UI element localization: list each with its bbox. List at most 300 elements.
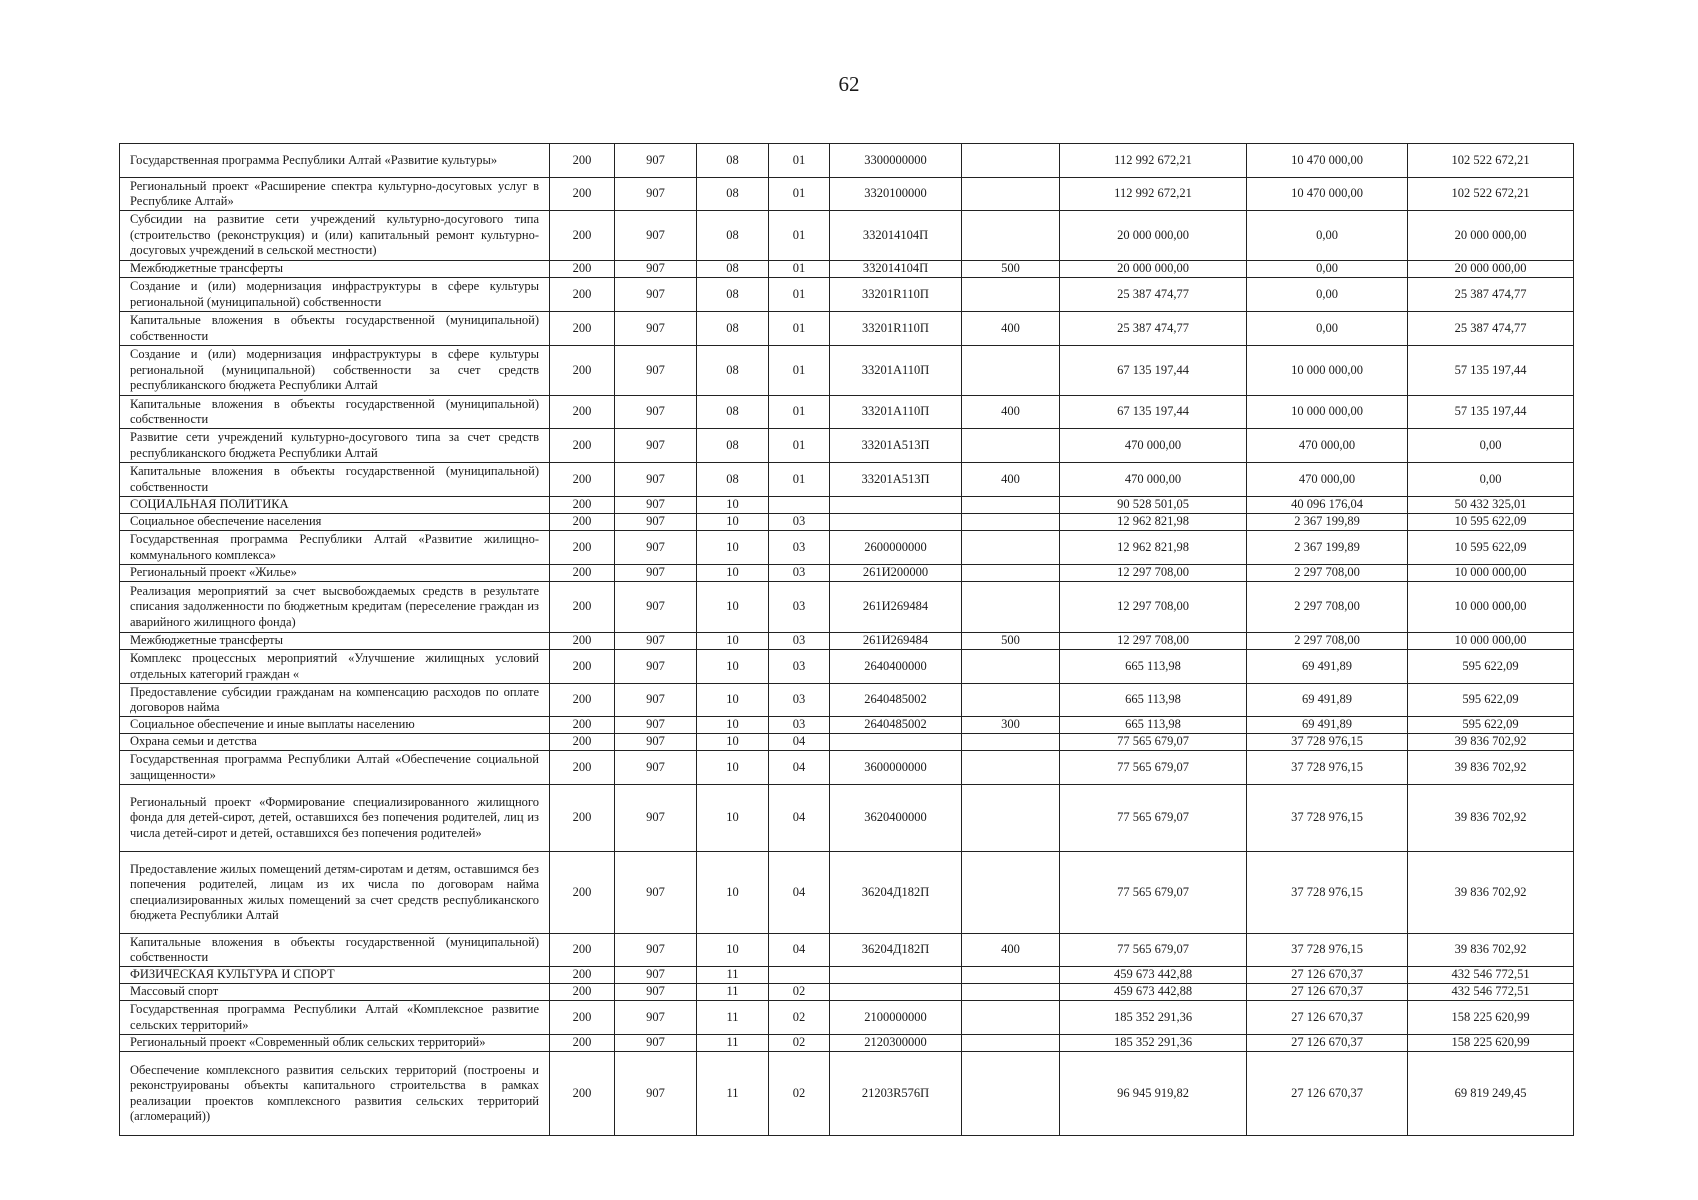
table-row <box>120 565 1574 582</box>
row-subsection: 04 <box>769 785 830 852</box>
row-amount-regional: 595 622,09 <box>1408 684 1574 717</box>
row-name: Региональный проект «Расширение спектра культурно-досуговых услуг в Республике Алтай» <box>120 178 550 211</box>
row-name: Региональный проект «Формирование специализированного жилищного фонда для детей-сирот, детей, оставшихся без попечения родителей, лиц из числа детей-сирот и детей, оставшихся без попечения родителей» <box>120 785 550 852</box>
row-amount-federal: 2 297 708,00 <box>1247 582 1408 633</box>
row-code-1: 200 <box>550 211 615 261</box>
row-amount-federal: 2 367 199,89 <box>1247 514 1408 531</box>
row-amount-regional: 432 546 772,51 <box>1408 984 1574 1001</box>
row-section: 08 <box>697 396 769 429</box>
row-target-article: 3600000000 <box>830 751 962 785</box>
row-subsection: 01 <box>769 346 830 396</box>
row-expense-type <box>962 984 1060 1001</box>
row-amount-regional: 10 595 622,09 <box>1408 531 1574 565</box>
row-target-article: 33201A513П <box>830 429 962 463</box>
row-code-2: 907 <box>615 1001 697 1035</box>
row-expense-type <box>962 531 1060 565</box>
table-row <box>120 396 1574 429</box>
row-section: 10 <box>697 531 769 565</box>
row-code-1: 200 <box>550 934 615 967</box>
table-row <box>120 497 1574 514</box>
row-amount-regional: 158 225 620,99 <box>1408 1035 1574 1052</box>
row-name: Государственная программа Республики Алтай «Развитие культуры» <box>120 144 550 178</box>
row-section: 11 <box>697 1001 769 1035</box>
row-target-article: 2640485002 <box>830 717 962 734</box>
row-subsection: 01 <box>769 178 830 211</box>
row-expense-type <box>962 178 1060 211</box>
row-amount-federal: 37 728 976,15 <box>1247 785 1408 852</box>
row-code-1: 200 <box>550 178 615 211</box>
row-name: Капитальные вложения в объекты государственной (муниципальной) собственности <box>120 396 550 429</box>
row-expense-type: 500 <box>962 261 1060 278</box>
row-section: 08 <box>697 346 769 396</box>
row-code-1: 200 <box>550 785 615 852</box>
row-code-1: 200 <box>550 734 615 751</box>
row-code-1: 200 <box>550 144 615 178</box>
row-name: ФИЗИЧЕСКАЯ КУЛЬТУРА И СПОРТ <box>120 967 550 984</box>
row-section: 10 <box>697 717 769 734</box>
row-amount-regional: 10 000 000,00 <box>1408 565 1574 582</box>
row-code-1: 200 <box>550 1052 615 1136</box>
row-amount-total: 665 113,98 <box>1060 684 1247 717</box>
row-amount-regional: 0,00 <box>1408 463 1574 497</box>
row-expense-type: 400 <box>962 396 1060 429</box>
row-amount-total: 96 945 919,82 <box>1060 1052 1247 1136</box>
page-number: 62 <box>838 72 860 96</box>
row-amount-total: 25 387 474,77 <box>1060 278 1247 312</box>
row-code-2: 907 <box>615 312 697 346</box>
row-name: Массовый спорт <box>120 984 550 1001</box>
row-name: Охрана семьи и детства <box>120 734 550 751</box>
row-code-2: 907 <box>615 463 697 497</box>
row-code-2: 907 <box>615 514 697 531</box>
row-target-article: 2640400000 <box>830 650 962 684</box>
row-subsection: 01 <box>769 261 830 278</box>
row-amount-regional: 57 135 197,44 <box>1408 346 1574 396</box>
row-code-1: 200 <box>550 582 615 633</box>
row-section: 11 <box>697 1052 769 1136</box>
row-subsection: 02 <box>769 1052 830 1136</box>
table-row <box>120 852 1574 934</box>
row-code-2: 907 <box>615 633 697 650</box>
table-row <box>120 1052 1574 1136</box>
row-code-1: 200 <box>550 463 615 497</box>
table-row <box>120 934 1574 967</box>
table-row <box>120 751 1574 785</box>
row-name: Предоставление субсидии гражданам на компенсацию расходов по оплате договоров найма <box>120 684 550 717</box>
row-section: 10 <box>697 650 769 684</box>
table-row <box>120 261 1574 278</box>
row-subsection <box>769 967 830 984</box>
row-amount-total: 12 962 821,98 <box>1060 531 1247 565</box>
row-amount-regional: 158 225 620,99 <box>1408 1001 1574 1035</box>
row-subsection: 03 <box>769 565 830 582</box>
table-row <box>120 463 1574 497</box>
row-section: 10 <box>697 514 769 531</box>
row-subsection: 01 <box>769 429 830 463</box>
row-target-article: 2640485002 <box>830 684 962 717</box>
row-code-2: 907 <box>615 967 697 984</box>
row-expense-type: 500 <box>962 633 1060 650</box>
row-code-2: 907 <box>615 984 697 1001</box>
row-target-article: 2600000000 <box>830 531 962 565</box>
row-amount-total: 12 297 708,00 <box>1060 565 1247 582</box>
row-amount-federal: 37 728 976,15 <box>1247 734 1408 751</box>
row-amount-total: 470 000,00 <box>1060 429 1247 463</box>
row-code-2: 907 <box>615 211 697 261</box>
row-amount-regional: 57 135 197,44 <box>1408 396 1574 429</box>
row-expense-type <box>962 734 1060 751</box>
row-section: 08 <box>697 312 769 346</box>
row-expense-type <box>962 1035 1060 1052</box>
row-expense-type <box>962 650 1060 684</box>
row-amount-total: 665 113,98 <box>1060 717 1247 734</box>
row-code-1: 200 <box>550 346 615 396</box>
row-expense-type <box>962 751 1060 785</box>
row-target-article: 33201R110П <box>830 278 962 312</box>
row-code-1: 200 <box>550 984 615 1001</box>
row-code-2: 907 <box>615 346 697 396</box>
row-code-1: 200 <box>550 565 615 582</box>
row-amount-total: 77 565 679,07 <box>1060 852 1247 934</box>
row-code-2: 907 <box>615 717 697 734</box>
row-target-article: 261И269484 <box>830 633 962 650</box>
row-amount-total: 185 352 291,36 <box>1060 1035 1247 1052</box>
row-amount-total: 77 565 679,07 <box>1060 785 1247 852</box>
row-amount-regional: 25 387 474,77 <box>1408 312 1574 346</box>
row-code-1: 200 <box>550 514 615 531</box>
row-code-1: 200 <box>550 650 615 684</box>
row-amount-federal: 69 491,89 <box>1247 650 1408 684</box>
row-amount-regional: 39 836 702,92 <box>1408 751 1574 785</box>
row-code-2: 907 <box>615 144 697 178</box>
row-section: 10 <box>697 565 769 582</box>
row-subsection: 01 <box>769 396 830 429</box>
row-subsection: 03 <box>769 717 830 734</box>
row-target-article <box>830 984 962 1001</box>
row-expense-type <box>962 684 1060 717</box>
row-expense-type: 400 <box>962 934 1060 967</box>
row-target-article: 33201R110П <box>830 312 962 346</box>
row-amount-regional: 0,00 <box>1408 429 1574 463</box>
row-name: Предоставление жилых помещений детям-сиротам и детям, оставшимся без попечения родителей, лицам из их числа по договорам найма специализированных жилых помещений за счет средств республиканского бюджета Республики Алтай <box>120 852 550 934</box>
table-row <box>120 684 1574 717</box>
row-section: 10 <box>697 785 769 852</box>
row-code-1: 200 <box>550 497 615 514</box>
row-subsection: 03 <box>769 531 830 565</box>
row-name: Государственная программа Республики Алтай «Обеспечение социальной защищенности» <box>120 751 550 785</box>
row-amount-total: 112 992 672,21 <box>1060 144 1247 178</box>
row-expense-type <box>962 582 1060 633</box>
table-row <box>120 1035 1574 1052</box>
row-expense-type <box>962 1001 1060 1035</box>
row-code-2: 907 <box>615 684 697 717</box>
row-section: 10 <box>697 751 769 785</box>
row-expense-type <box>962 967 1060 984</box>
row-amount-regional: 595 622,09 <box>1408 717 1574 734</box>
row-amount-total: 77 565 679,07 <box>1060 751 1247 785</box>
table-row <box>120 984 1574 1001</box>
row-section: 10 <box>697 852 769 934</box>
row-subsection: 03 <box>769 650 830 684</box>
row-target-article: 261И200000 <box>830 565 962 582</box>
row-section: 10 <box>697 582 769 633</box>
row-amount-regional: 39 836 702,92 <box>1408 785 1574 852</box>
row-subsection: 01 <box>769 278 830 312</box>
row-amount-total: 25 387 474,77 <box>1060 312 1247 346</box>
row-name: Региональный проект «Современный облик сельских территорий» <box>120 1035 550 1052</box>
row-subsection: 01 <box>769 211 830 261</box>
table-row <box>120 531 1574 565</box>
row-expense-type: 300 <box>962 717 1060 734</box>
row-amount-total: 470 000,00 <box>1060 463 1247 497</box>
row-amount-regional: 595 622,09 <box>1408 650 1574 684</box>
row-amount-federal: 69 491,89 <box>1247 684 1408 717</box>
row-name: Региональный проект «Жилье» <box>120 565 550 582</box>
row-amount-total: 77 565 679,07 <box>1060 734 1247 751</box>
row-code-2: 907 <box>615 178 697 211</box>
row-expense-type <box>962 346 1060 396</box>
row-name: СОЦИАЛЬНАЯ ПОЛИТИКА <box>120 497 550 514</box>
row-target-article <box>830 967 962 984</box>
row-amount-federal: 27 126 670,37 <box>1247 1035 1408 1052</box>
row-name: Государственная программа Республики Алтай «Комплексное развитие сельских территорий» <box>120 1001 550 1035</box>
table-row <box>120 346 1574 396</box>
row-code-1: 200 <box>550 531 615 565</box>
row-amount-regional: 50 432 325,01 <box>1408 497 1574 514</box>
row-amount-total: 12 297 708,00 <box>1060 633 1247 650</box>
row-amount-total: 77 565 679,07 <box>1060 934 1247 967</box>
row-code-2: 907 <box>615 650 697 684</box>
table-row <box>120 514 1574 531</box>
row-code-1: 200 <box>550 396 615 429</box>
row-amount-federal: 37 728 976,15 <box>1247 852 1408 934</box>
row-code-2: 907 <box>615 582 697 633</box>
row-section: 11 <box>697 984 769 1001</box>
table-row <box>120 278 1574 312</box>
row-name: Социальное обеспечение и иные выплаты населению <box>120 717 550 734</box>
row-expense-type <box>962 1052 1060 1136</box>
row-name: Межбюджетные трансферты <box>120 633 550 650</box>
row-amount-federal: 0,00 <box>1247 278 1408 312</box>
row-code-1: 200 <box>550 852 615 934</box>
row-name: Социальное обеспечение населения <box>120 514 550 531</box>
row-target-article: 261И269484 <box>830 582 962 633</box>
row-target-article <box>830 514 962 531</box>
row-name: Капитальные вложения в объекты государственной (муниципальной) собственности <box>120 463 550 497</box>
row-amount-federal: 10 470 000,00 <box>1247 178 1408 211</box>
row-section: 11 <box>697 967 769 984</box>
row-amount-regional: 432 546 772,51 <box>1408 967 1574 984</box>
row-amount-regional: 25 387 474,77 <box>1408 278 1574 312</box>
row-amount-federal: 470 000,00 <box>1247 429 1408 463</box>
row-code-2: 907 <box>615 261 697 278</box>
row-code-1: 200 <box>550 717 615 734</box>
row-amount-total: 67 135 197,44 <box>1060 346 1247 396</box>
row-section: 10 <box>697 633 769 650</box>
row-subsection: 03 <box>769 514 830 531</box>
row-expense-type: 400 <box>962 312 1060 346</box>
row-amount-total: 12 297 708,00 <box>1060 582 1247 633</box>
row-amount-federal: 10 000 000,00 <box>1247 396 1408 429</box>
row-name: Создание и (или) модернизация инфраструктуры в сфере культуры региональной (муниципальной) собственности <box>120 278 550 312</box>
row-section: 08 <box>697 278 769 312</box>
row-expense-type <box>962 497 1060 514</box>
table-row <box>120 1001 1574 1035</box>
row-name: Капитальные вложения в объекты государственной (муниципальной) собственности <box>120 934 550 967</box>
table-row <box>120 429 1574 463</box>
row-subsection: 01 <box>769 463 830 497</box>
row-amount-total: 90 528 501,05 <box>1060 497 1247 514</box>
table-row <box>120 967 1574 984</box>
row-target-article: 36204Д182П <box>830 934 962 967</box>
row-subsection: 02 <box>769 1035 830 1052</box>
row-subsection: 01 <box>769 144 830 178</box>
row-target-article: 332014104П <box>830 211 962 261</box>
table-row <box>120 633 1574 650</box>
row-code-2: 907 <box>615 1052 697 1136</box>
row-expense-type <box>962 852 1060 934</box>
row-subsection: 04 <box>769 934 830 967</box>
row-amount-regional: 39 836 702,92 <box>1408 934 1574 967</box>
table-row <box>120 785 1574 852</box>
row-amount-total: 12 962 821,98 <box>1060 514 1247 531</box>
budget-table <box>119 143 1574 1136</box>
row-name: Субсидии на развитие сети учреждений культурно-досугового типа (строительство (реконструкция) и (или) капитальный ремонт культурно-досуговых учреждений в сельской местности) <box>120 211 550 261</box>
row-code-2: 907 <box>615 1035 697 1052</box>
row-amount-federal: 470 000,00 <box>1247 463 1408 497</box>
row-target-article: 2120300000 <box>830 1035 962 1052</box>
row-code-1: 200 <box>550 1001 615 1035</box>
row-code-1: 200 <box>550 1035 615 1052</box>
row-target-article: 332014104П <box>830 261 962 278</box>
row-name: Межбюджетные трансферты <box>120 261 550 278</box>
row-code-2: 907 <box>615 396 697 429</box>
row-subsection: 02 <box>769 984 830 1001</box>
row-code-1: 200 <box>550 684 615 717</box>
row-code-2: 907 <box>615 751 697 785</box>
row-name: Государственная программа Республики Алтай «Развитие жилищно-коммунального комплекса» <box>120 531 550 565</box>
row-section: 11 <box>697 1035 769 1052</box>
row-section: 10 <box>697 734 769 751</box>
row-subsection: 04 <box>769 751 830 785</box>
row-amount-regional: 20 000 000,00 <box>1408 211 1574 261</box>
row-expense-type <box>962 565 1060 582</box>
row-amount-federal: 10 000 000,00 <box>1247 346 1408 396</box>
row-code-1: 200 <box>550 261 615 278</box>
table-row <box>120 582 1574 633</box>
row-amount-regional: 102 522 672,21 <box>1408 178 1574 211</box>
row-target-article: 36204Д182П <box>830 852 962 934</box>
row-target-article: 3320100000 <box>830 178 962 211</box>
row-code-2: 907 <box>615 278 697 312</box>
row-section: 08 <box>697 211 769 261</box>
row-amount-federal: 40 096 176,04 <box>1247 497 1408 514</box>
row-amount-regional: 10 595 622,09 <box>1408 514 1574 531</box>
table-row <box>120 211 1574 261</box>
row-code-1: 200 <box>550 967 615 984</box>
row-code-2: 907 <box>615 497 697 514</box>
row-amount-regional: 10 000 000,00 <box>1408 582 1574 633</box>
row-code-1: 200 <box>550 278 615 312</box>
row-name: Реализация мероприятий за счет высвобождаемых средств в результате списания задолженности по бюджетным кредитам (переселение граждан из аварийного жилищного фонда) <box>120 582 550 633</box>
row-target-article: 3620400000 <box>830 785 962 852</box>
row-amount-regional: 102 522 672,21 <box>1408 144 1574 178</box>
table-row <box>120 650 1574 684</box>
table-row <box>120 312 1574 346</box>
row-subsection: 03 <box>769 684 830 717</box>
row-amount-regional: 69 819 249,45 <box>1408 1052 1574 1136</box>
row-code-1: 200 <box>550 633 615 650</box>
row-subsection: 04 <box>769 734 830 751</box>
row-expense-type <box>962 211 1060 261</box>
row-amount-federal: 27 126 670,37 <box>1247 1001 1408 1035</box>
row-amount-federal: 27 126 670,37 <box>1247 1052 1408 1136</box>
row-section: 08 <box>697 429 769 463</box>
row-section: 08 <box>697 261 769 278</box>
row-expense-type: 400 <box>962 463 1060 497</box>
row-expense-type <box>962 514 1060 531</box>
row-target-article: 3300000000 <box>830 144 962 178</box>
row-section: 10 <box>697 934 769 967</box>
row-expense-type <box>962 785 1060 852</box>
row-code-2: 907 <box>615 734 697 751</box>
row-subsection: 03 <box>769 582 830 633</box>
row-amount-federal: 10 470 000,00 <box>1247 144 1408 178</box>
row-amount-federal: 2 297 708,00 <box>1247 633 1408 650</box>
row-target-article: 33201A110П <box>830 346 962 396</box>
row-expense-type <box>962 429 1060 463</box>
row-target-article: 33201A110П <box>830 396 962 429</box>
row-amount-federal: 37 728 976,15 <box>1247 934 1408 967</box>
row-subsection: 02 <box>769 1001 830 1035</box>
row-code-2: 907 <box>615 531 697 565</box>
row-target-article: 2100000000 <box>830 1001 962 1035</box>
row-subsection <box>769 497 830 514</box>
row-expense-type <box>962 278 1060 312</box>
row-target-article <box>830 497 962 514</box>
row-amount-total: 112 992 672,21 <box>1060 178 1247 211</box>
row-amount-regional: 20 000 000,00 <box>1408 261 1574 278</box>
table-row <box>120 144 1574 178</box>
row-amount-regional: 39 836 702,92 <box>1408 734 1574 751</box>
row-amount-total: 459 673 442,88 <box>1060 967 1247 984</box>
row-section: 10 <box>697 497 769 514</box>
row-amount-total: 665 113,98 <box>1060 650 1247 684</box>
row-section: 08 <box>697 463 769 497</box>
row-code-2: 907 <box>615 934 697 967</box>
row-target-article: 21203R576П <box>830 1052 962 1136</box>
row-amount-total: 20 000 000,00 <box>1060 211 1247 261</box>
row-amount-federal: 2 297 708,00 <box>1247 565 1408 582</box>
row-name: Комплекс процессных мероприятий «Улучшение жилищных условий отдельных категорий граждан « <box>120 650 550 684</box>
row-amount-total: 20 000 000,00 <box>1060 261 1247 278</box>
row-code-1: 200 <box>550 429 615 463</box>
row-code-2: 907 <box>615 785 697 852</box>
row-code-2: 907 <box>615 429 697 463</box>
row-section: 10 <box>697 684 769 717</box>
row-name: Развитие сети учреждений культурно-досугового типа за счет средств республиканского бюджета Республики Алтай <box>120 429 550 463</box>
row-code-1: 200 <box>550 312 615 346</box>
row-amount-regional: 39 836 702,92 <box>1408 852 1574 934</box>
row-amount-federal: 0,00 <box>1247 261 1408 278</box>
row-amount-total: 67 135 197,44 <box>1060 396 1247 429</box>
row-amount-federal: 69 491,89 <box>1247 717 1408 734</box>
row-subsection: 01 <box>769 312 830 346</box>
row-section: 08 <box>697 178 769 211</box>
row-code-2: 907 <box>615 852 697 934</box>
row-code-1: 200 <box>550 751 615 785</box>
row-code-2: 907 <box>615 565 697 582</box>
